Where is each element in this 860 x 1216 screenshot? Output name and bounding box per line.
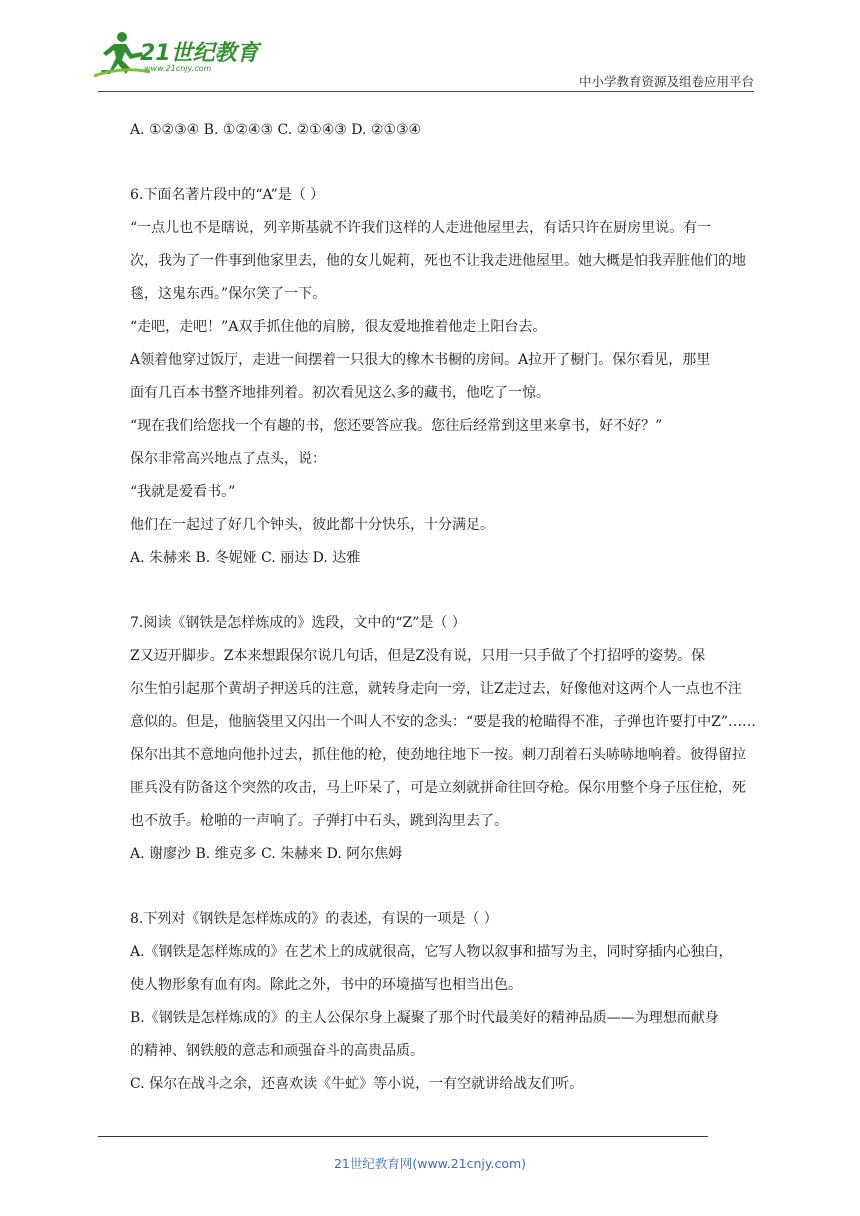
answer-options: A. 朱赫来 B. 冬妮娅 C. 丽达 D. 达雅 <box>130 550 361 566</box>
logo-url: www.21cnjy.com <box>144 64 212 73</box>
question-title: 7.阅读《钢铁是怎样炼成的》选段，文中的“Z”是（ ） <box>130 615 466 631</box>
passage-line: 毯，这鬼东西。”保尔笑了一下。 <box>130 286 327 302</box>
footer-link[interactable]: 21世纪教育网(www.21cnjy.com) <box>333 1156 527 1171</box>
passage-line: “走吧，走吧！”A双手抓住他的肩膀，很友爱地推着他走上阳台去。 <box>130 319 547 335</box>
passage-line: 也不放手。枪啪的一声响了。子弹打中石头，跳到沟里去了。 <box>130 813 508 829</box>
question-6 <box>130 179 746 575</box>
option-line: C. 保尔在战斗之余，还喜欢读《牛虻》等小说，一有空就讲给战友们听。 <box>130 1076 584 1092</box>
document-body <box>130 114 757 1101</box>
header-divider <box>98 91 754 92</box>
question-7 <box>130 607 757 871</box>
question-title: 6.下面名著片段中的“A”是（ ） <box>130 187 325 203</box>
passage-line: 保尔出其不意地向他扑过去，抓住他的枪，使劲地往地下一按。刺刀刮着石头哧哧地响着。彼得留拉 <box>130 747 746 763</box>
question-title: 8.下列对《钢铁是怎样炼成的》的表述，有误的一项是（ ） <box>130 911 498 927</box>
option-line: A.《钢铁是怎样炼成的》在艺术上的成就很高，它写人物以叙事和描写为主，同时穿插内心独白， <box>130 944 733 960</box>
footer-divider <box>98 1136 708 1137</box>
platform-title: 中小学教育资源及组卷应用平台 <box>578 74 754 89</box>
passage-line: 尔生怕引起那个黄胡子押送兵的注意，就转身走向一旁，让Z走过去，好像他对这两个人一点也不注 <box>130 681 742 697</box>
spacer <box>130 575 730 607</box>
passage-line: 次，我为了一件事到他家里去，他的女儿妮莉，死也不让我走进他屋里。她大概是怕我弄脏他们的地 <box>130 253 746 269</box>
site-logo[interactable] <box>92 28 262 80</box>
passage-line: Z又迈开脚步。Z本来想跟保尔说几句话，但是Z没有说，只用一只手做了个打招呼的姿势。保 <box>130 648 706 664</box>
logo-text: 21世纪教育 <box>140 41 259 66</box>
q5-options: A. ①②③④ B. ①②④③ C. ②①④③ D. ②①③④ <box>130 122 422 138</box>
passage-line: 面有几百本书整齐地排列着。初次看见这么多的藏书，他吃了一惊。 <box>130 385 550 401</box>
option-line: B.《钢铁是怎样炼成的》的主人公保尔身上凝聚了那个时代最美好的精神品质——为理想而献身 <box>130 1010 719 1026</box>
passage-line: “现在我们给您找一个有趣的书，您还要答应我。您往后经常到这里来拿书，好不好？” <box>130 418 663 434</box>
option-line: 的精神、钢铁般的意志和顽强奋斗的高贵品质。 <box>130 1043 424 1059</box>
passage-line: “一点儿也不是瞎说，列辛斯基就不许我们这样的人走进他屋里去，有话只许在厨房里说。有一 <box>130 220 712 236</box>
passage-line: 他们在一起过了好几个钟头，彼此都十分快乐，十分满足。 <box>130 517 494 533</box>
passage-line: A领着他穿过饭厅，走进一间摆着一只很大的橡木书橱的房间。A拉开了橱门。保尔看见，那里 <box>130 352 711 368</box>
answer-options: A. 谢廖沙 B. 维克多 C. 朱赫来 D. 阿尔焦姆 <box>130 846 403 862</box>
passage-line: 保尔非常高兴地点了点头，说： <box>130 451 326 467</box>
passage-line: 匪兵没有防备这个突然的攻击，马上吓呆了，可是立刻就拼命往回夺枪。保尔用整个身子压住枪，死 <box>130 780 746 796</box>
spacer <box>130 147 730 179</box>
option-line: 使人物形象有血有肉。除此之外，书中的环境描写也相当出色。 <box>130 977 522 993</box>
page-header <box>0 0 860 100</box>
question-8 <box>130 903 733 1101</box>
passage-line: “我就是爱看书。” <box>130 484 236 500</box>
spacer <box>130 871 730 903</box>
passage-line: 意似的。但是，他脑袋里又闪出一个叫人不安的念头：“要是我的枪瞄得不准，子弹也许要打中Z”…… <box>130 714 757 730</box>
